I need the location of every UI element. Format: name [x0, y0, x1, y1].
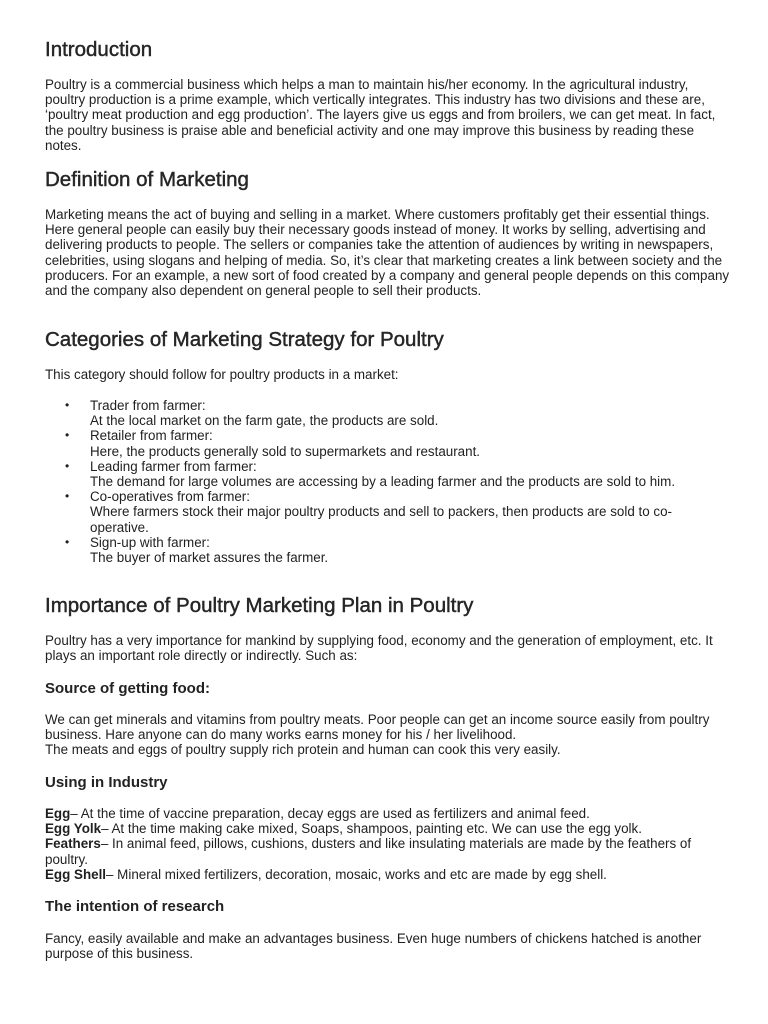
- heading-categories: Categories of Marketing Strategy for Poultry: [45, 328, 444, 351]
- heading-intention-of-research: The intention of research: [45, 898, 225, 915]
- use-term: Egg Yolk: [45, 821, 102, 837]
- paragraph-introduction: Poultry is a commercial business which helps a man to maintain his/her economy. In the agricultural industry, poultry production is a prime example, which vertically integrates. This industry has two divisions and these are, ‘poultry meat production and egg production’. The layers give us eggs and from broilers, we can get meat. In fact, the poultry business is praise able and beneficial activity and one may improve this business by reading these notes.: [45, 77, 716, 153]
- list-item-desc: At the local market on the farm gate, the products are sold.: [90, 413, 439, 429]
- use-desc: – At the time making cake mixed, Soaps, shampoos, painting etc. We can use the egg yolk.: [101, 821, 642, 837]
- use-term: Feathers: [45, 836, 101, 852]
- list-item-title: • Leading farmer from farmer:: [90, 458, 257, 474]
- list-item: [45, 398, 730, 428]
- heading-source-of-food: Source of getting food:: [45, 680, 210, 697]
- list-item-desc: The demand for large volumes are accessing by a leading farmer and the products are sold to him.: [90, 474, 676, 490]
- use-desc: – In animal feed, pillows, cushions, dusters and like insulating materials are made by the feathers of poultry.: [45, 836, 692, 867]
- list-item-title: • Sign-up with farmer:: [90, 534, 210, 550]
- heading-definition-of-marketing: Definition of Marketing: [45, 168, 249, 191]
- heading-using-in-industry: Using in Industry: [45, 774, 168, 791]
- list-item: [45, 428, 730, 458]
- industry-use-item: [45, 836, 730, 866]
- paragraph-importance: Poultry has a very importance for mankind by supplying food, economy and the generation of employment, etc. It plays an important role directly or indirectly. Such as:: [45, 633, 713, 664]
- list-item-desc: The buyer of market assures the farmer.: [90, 550, 329, 566]
- use-desc: – Mineral mixed fertilizers, decoration, mosaic, works and etc are made by egg shell.: [106, 866, 607, 882]
- use-term: Egg: [45, 806, 71, 821]
- list-item: [45, 489, 730, 535]
- paragraph-categories-intro: This category should follow for poultry products in a market:: [45, 367, 399, 382]
- list-item-desc: Here, the products generally sold to supermarkets and restaurant.: [90, 443, 481, 459]
- heading-importance: Importance of Poultry Marketing Plan in Poultry: [45, 594, 474, 617]
- industry-uses: [45, 806, 730, 882]
- use-term: Egg Shell: [45, 866, 107, 882]
- paragraph-source-of-food: We can get minerals and vitamins from poultry meats. Poor people can get an income source easily from poultry business. Hare anyone can do many works earns money for his / her livelihood. The meats and eggs of poultry supply rich protein and human can cook this very easily.: [45, 712, 710, 758]
- paragraph-definition-of-marketing: Marketing means the act of buying and selling in a market. Where customers profitably get their essential things. Here general people can easily buy their necessary goods instead of money. It works by selling, advertising and delivering products to people. The sellers or companies take the attention of audiences by writing in newspapers, celebrities, using slogans and helping of media. So, it’s clear that marketing creates a link between society and the producers. For an example, a new sort of food created by a company and general people depends on this company and the company also dependent on general people to sell their products.: [45, 207, 730, 299]
- list-item-desc: Where farmers stock their major poultry products and sell to packers, then products are sold to co-operative.: [90, 504, 673, 535]
- categories-list: [45, 398, 730, 565]
- list-item-title: • Retailer from farmer:: [90, 428, 213, 444]
- paragraph-intention-of-research: Fancy, easily available and make an advantages business. Even huge numbers of chickens hatched is another purpose of this business.: [45, 931, 702, 962]
- industry-use-item: [45, 867, 730, 882]
- industry-use-item: [45, 806, 730, 821]
- use-desc: – At the time of vaccine preparation, decay eggs are used as fertilizers and animal feed.: [70, 806, 590, 821]
- heading-introduction: Introduction: [45, 38, 153, 61]
- list-item: [45, 459, 730, 489]
- list-item-title: • Co-operatives from farmer:: [90, 489, 250, 505]
- list-item: [45, 535, 730, 565]
- list-item-title: • Trader from farmer:: [90, 398, 206, 413]
- industry-use-item: [45, 821, 730, 836]
